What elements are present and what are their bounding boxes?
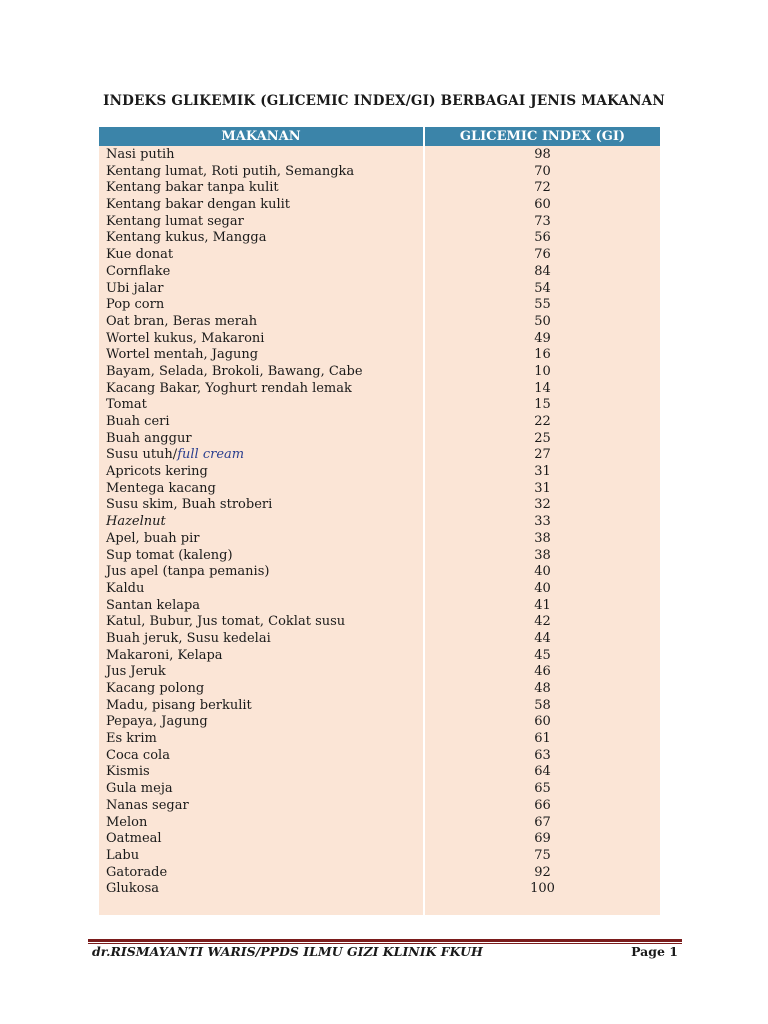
gi-cell: 40 <box>534 564 551 580</box>
gi-cell: 31 <box>534 464 551 480</box>
gi-cell: 56 <box>534 230 551 246</box>
food-cell <box>106 164 423 181</box>
gi-cell: 38 <box>534 547 551 563</box>
gi-cell: 76 <box>534 247 551 263</box>
footer-author: dr.RISMAYANTI WARIS/PPDS ILMU GIZI KLINIK FKUH <box>92 944 483 959</box>
food-name: Tomat <box>106 397 147 413</box>
food-column <box>99 146 423 915</box>
food-cell <box>106 364 423 381</box>
food-cell <box>106 431 423 448</box>
gi-cell: 40 <box>534 580 551 596</box>
food-name: Jus Jeruk <box>106 664 166 680</box>
food-name: Kismis <box>106 764 150 780</box>
food-cell <box>106 581 423 598</box>
food-cell <box>106 664 423 681</box>
food-name: Sup tomat (kaleng) <box>106 547 233 563</box>
gi-cell: 75 <box>534 847 551 863</box>
gi-column <box>423 146 660 915</box>
food-cell <box>106 347 423 364</box>
food-cell <box>106 314 423 331</box>
gi-cell: 67 <box>534 814 551 830</box>
food-cell <box>106 447 423 464</box>
food-name: Santan kelapa <box>106 597 201 613</box>
food-name: Melon <box>106 814 148 830</box>
food-cell <box>106 564 423 581</box>
food-cell <box>106 397 423 414</box>
food-cell <box>106 381 423 398</box>
food-name: Nasi putih <box>106 147 175 162</box>
gi-cell: 14 <box>534 380 551 396</box>
food-cell <box>106 881 423 898</box>
food-cell <box>106 698 423 715</box>
gi-cell: 84 <box>534 263 551 279</box>
food-name: Madu, pisang berkulit <box>106 697 252 713</box>
gi-cell: 73 <box>534 213 551 229</box>
food-cell <box>106 481 423 498</box>
food-name: Pop corn <box>106 297 165 313</box>
glycemic-index-table <box>99 127 660 915</box>
gi-cell: 54 <box>534 280 551 296</box>
food-name: Gula meja <box>106 781 173 797</box>
food-cell <box>106 648 423 665</box>
food-name: Gatorade <box>106 864 168 880</box>
food-name: Nanas segar <box>106 797 189 813</box>
food-cell <box>106 865 423 882</box>
food-cell <box>106 247 423 264</box>
food-cell <box>106 180 423 197</box>
food-name: Kacang polong <box>106 681 205 696</box>
gi-cell: 100 <box>530 881 555 897</box>
food-cell <box>106 598 423 615</box>
gi-cell: 27 <box>534 447 551 463</box>
food-name: Kentang bakar tanpa kulit <box>106 180 279 196</box>
food-name-italic: full cream <box>177 447 245 463</box>
gi-cell: 25 <box>534 430 551 446</box>
food-cell <box>106 214 423 231</box>
gi-cell: 60 <box>534 714 551 730</box>
food-name: Apel, buah pir <box>106 530 200 546</box>
food-name: Katul, Bubur, Jus tomat, Coklat susu <box>106 614 346 630</box>
gi-cell: 32 <box>534 497 551 513</box>
table-body <box>99 146 660 915</box>
food-cell <box>106 147 423 164</box>
food-cell <box>106 531 423 548</box>
food-name: Kue donat <box>106 247 174 263</box>
food-cell <box>106 781 423 798</box>
food-cell <box>106 464 423 481</box>
gi-cell: 70 <box>534 163 551 179</box>
food-cell <box>106 230 423 247</box>
gi-cell: 92 <box>534 864 551 880</box>
gi-cell: 15 <box>534 397 551 413</box>
gi-cell: 60 <box>534 197 551 213</box>
gi-cell: 69 <box>534 831 551 847</box>
food-cell <box>106 281 423 298</box>
gi-cell: 38 <box>534 530 551 546</box>
food-name: Buah anggur <box>106 430 192 446</box>
food-cell <box>106 197 423 214</box>
food-name: Jus apel (tanpa pemanis) <box>106 564 270 580</box>
food-name: Makaroni, Kelapa <box>106 647 223 663</box>
food-cell <box>106 514 423 531</box>
food-name: Hazelnut <box>106 514 166 530</box>
gi-cell: 58 <box>534 697 551 713</box>
page-number: Page 1 <box>631 944 678 959</box>
gi-cell: 50 <box>534 313 551 329</box>
food-cell <box>106 631 423 648</box>
food-name: Wortel mentah, Jagung <box>106 347 259 363</box>
food-name: Kacang Bakar, Yoghurt rendah lemak <box>106 380 352 396</box>
gi-cell: 63 <box>534 747 551 763</box>
header-makanan: MAKANAN <box>221 129 301 144</box>
gi-cell: 66 <box>534 797 551 813</box>
gi-cell: 61 <box>534 731 551 747</box>
document-title: INDEKS GLIKEMIK (GLICEMIC INDEX/GI) BERBAGAI JENIS MAKANAN <box>103 93 665 109</box>
food-name: Es krim <box>106 731 157 747</box>
food-name: Wortel kukus, Makaroni <box>106 330 265 346</box>
food-cell <box>106 681 423 698</box>
food-cell <box>106 764 423 781</box>
food-name: Glukosa <box>106 881 160 897</box>
food-name: Kentang lumat, Roti putih, Semangka <box>106 163 355 179</box>
gi-cell: 31 <box>534 480 551 496</box>
gi-cell: 46 <box>534 664 551 680</box>
food-cell <box>106 848 423 865</box>
food-name: Kentang bakar dengan kulit <box>106 197 291 213</box>
food-name: Susu skim, Buah stroberi <box>106 497 273 513</box>
food-name: Mentega kacang <box>106 480 216 496</box>
gi-cell: 22 <box>534 414 551 429</box>
food-name: Buah jeruk, Susu kedelai <box>106 630 271 646</box>
gi-cell: 41 <box>534 597 551 613</box>
gi-cell: 49 <box>534 330 551 346</box>
gi-cell: 33 <box>534 514 551 530</box>
food-cell <box>106 815 423 832</box>
food-name: Buah ceri <box>106 414 170 429</box>
food-name: Coca cola <box>106 747 170 763</box>
food-name: Kaldu <box>106 580 145 596</box>
food-cell <box>106 548 423 565</box>
table-header <box>99 127 660 146</box>
food-name: Oatmeal <box>106 831 162 847</box>
food-cell <box>106 748 423 765</box>
food-cell <box>106 731 423 748</box>
food-name: Susu utuh/ <box>106 447 178 463</box>
food-name: Pepaya, Jagung <box>106 714 208 730</box>
footer-rule-thick <box>88 939 682 942</box>
gi-cell: 42 <box>534 614 551 630</box>
gi-cell: 44 <box>534 630 551 646</box>
food-cell <box>106 831 423 848</box>
food-cell <box>106 798 423 815</box>
header-gi: GLICEMIC INDEX (GI) <box>423 127 660 146</box>
food-name: Apricots kering <box>106 464 208 480</box>
gi-cell: 48 <box>534 681 551 696</box>
food-cell <box>106 497 423 514</box>
food-name: Oat bran, Beras merah <box>106 313 258 329</box>
gi-cell: 64 <box>534 764 551 780</box>
gi-cell: 45 <box>534 647 551 663</box>
food-name: Labu <box>106 847 140 863</box>
gi-cell: 72 <box>534 180 551 196</box>
gi-cell: 16 <box>534 347 551 363</box>
gi-cell: 10 <box>534 363 551 379</box>
food-cell <box>106 331 423 348</box>
gi-cell: 55 <box>534 297 551 313</box>
food-cell <box>106 714 423 731</box>
food-cell <box>106 297 423 314</box>
food-name: Bayam, Selada, Brokoli, Bawang, Cabe <box>106 363 363 379</box>
gi-cell: 98 <box>534 147 551 162</box>
food-name: Kentang lumat segar <box>106 213 244 229</box>
food-name: Cornflake <box>106 263 171 279</box>
food-cell <box>106 264 423 281</box>
food-cell <box>106 614 423 631</box>
gi-cell: 65 <box>534 781 551 797</box>
food-cell <box>106 414 423 431</box>
food-name: Kentang kukus, Mangga <box>106 230 267 246</box>
food-name: Ubi jalar <box>106 280 164 296</box>
